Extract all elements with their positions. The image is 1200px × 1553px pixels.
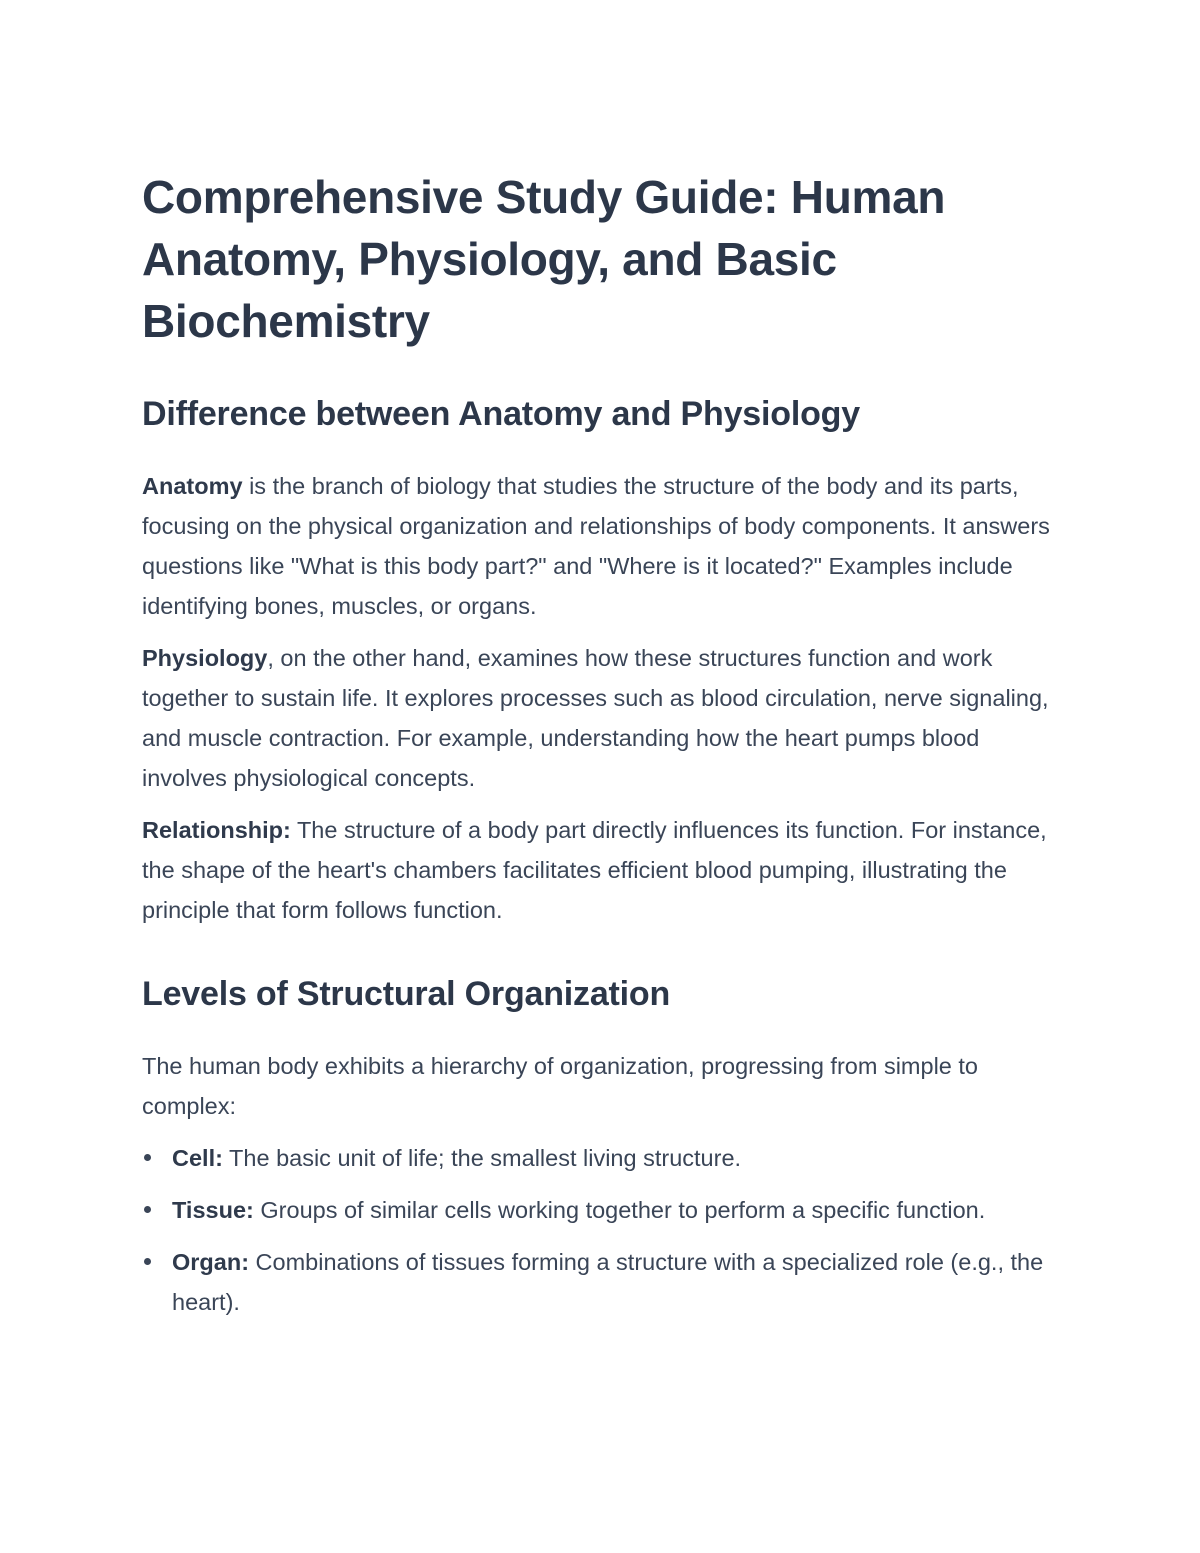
- physiology-term: Physiology: [142, 645, 268, 671]
- list-item-text: The basic unit of life; the smallest living structure.: [222, 1145, 742, 1171]
- relationship-text: The structure of a body part directly influences its function. For instance, the shape of the heart's chambers facilitates efficient blood pumping, illustrating the principle that form follows function.: [142, 817, 1047, 923]
- relationship-term: Relationship:: [142, 817, 291, 843]
- list-item: [142, 1190, 1062, 1230]
- relationship-paragraph: [142, 810, 1062, 930]
- list-item-text: Combinations of tissues forming a structure with a specialized role (e.g., the heart).: [172, 1249, 1044, 1315]
- list-item-term: Organ:: [172, 1249, 250, 1275]
- physiology-paragraph: [142, 638, 1062, 798]
- list-item-text: Groups of similar cells working together to perform a specific function.: [253, 1197, 986, 1223]
- section-heading-structural-organization: Levels of Structural Organization: [142, 975, 671, 1013]
- list-item-term: Cell:: [172, 1145, 223, 1171]
- bullet-icon: [144, 1206, 151, 1213]
- anatomy-paragraph: [142, 466, 1062, 626]
- organization-intro: The human body exhibits a hierarchy of organization, progressing from simple to complex:: [142, 1053, 978, 1119]
- list-item-term: Tissue:: [172, 1197, 254, 1223]
- list-item: [142, 1242, 1062, 1322]
- document-page: [142, 166, 1062, 1334]
- bullet-icon: [144, 1154, 151, 1161]
- bullet-icon: [144, 1258, 151, 1265]
- list-item: [142, 1138, 1062, 1178]
- physiology-text: , on the other hand, examines how these structures function and work together to sustain life. It explores processes such as blood circulation, nerve signaling, and muscle contraction. For example, understanding how the heart pumps blood involves physiological concepts.: [142, 645, 1049, 791]
- section-heading-anatomy-physiology: Difference between Anatomy and Physiology: [142, 395, 860, 433]
- document-title: Comprehensive Study Guide: Human Anatomy, Physiology, and Basic Biochemistry: [142, 171, 946, 347]
- anatomy-text: is the branch of biology that studies the structure of the body and its parts, focusing on the physical organization and relationships of body components. It answers questions like "What is this body part?" and "Where is it located?" Examples include identifying bones, muscles, or organs.: [142, 473, 1050, 619]
- anatomy-term: Anatomy: [142, 473, 243, 499]
- organization-list: [142, 1138, 1062, 1322]
